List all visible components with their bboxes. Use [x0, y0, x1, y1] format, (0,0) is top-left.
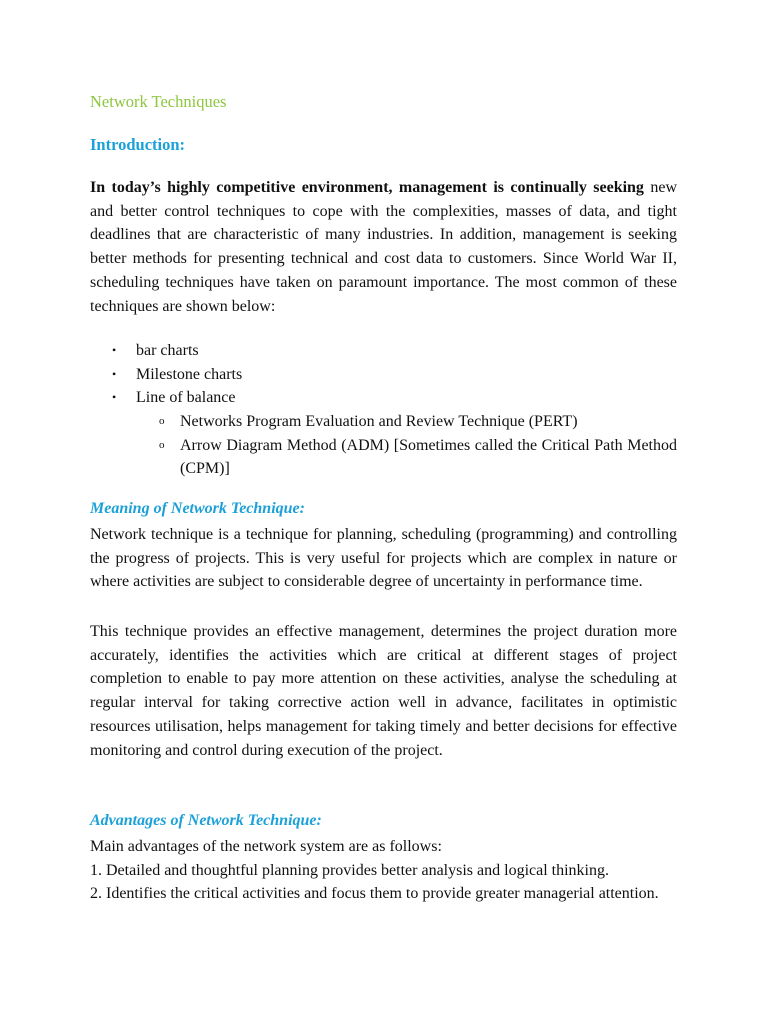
network-sub-list: [90, 410, 677, 481]
circle-bullet-icon: o: [159, 415, 165, 427]
list-item: [90, 386, 677, 410]
technique-list: [90, 339, 677, 410]
sub-list-item: [90, 410, 677, 434]
meaning-paragraph-2: This technique provides an effective management, determines the project duration more accurately, identifies the activities which are critical at different stages of project completion to enable to pay more attention on these activities, analyse the scheduling at regular interval for taking corrective action well in advance, facilitates in optimistic resources utilisation, helps management for taking timely and better decisions for effective monitoring and control during execution of the project.: [90, 623, 677, 759]
introduction-body: new and better control techniques to cope with the complexities, masses of data, and tight deadlines that are characteristic of many industries. In addition, management is seeking better methods for presenting technical and cost data to customers. Since World War II, scheduling techniques have taken on paramount importance. The most common of these techniques are shown below:: [90, 179, 677, 315]
circle-bullet-icon: o: [159, 438, 165, 451]
list-item: [90, 339, 677, 363]
sub-list-item-text: Networks Program Evaluation and Review Technique (PERT): [180, 413, 578, 430]
meaning-paragraph-1: Network technique is a technique for planning, scheduling (programming) and controlling the progress of projects. This is very useful for projects which are complex in nature or where activities are subject to considerable degree of uncertainty in performance time.: [90, 526, 677, 591]
bullet-icon: •: [112, 390, 117, 405]
advantages-heading: Advantages of Network Technique:: [90, 812, 322, 829]
sub-list-item-text: Arrow Diagram Method (ADM) [Sometimes called the Critical Path Method (CPM)]: [180, 436, 677, 478]
sub-list-item: [90, 434, 677, 481]
meaning-heading: Meaning of Network Technique:: [90, 500, 305, 517]
advantage-item: 2. Identifies the critical activities and focus them to provide greater managerial attention.: [90, 885, 659, 903]
introduction-heading: Introduction:: [90, 135, 186, 154]
introduction-paragraph: [90, 176, 677, 318]
list-item: [90, 363, 677, 387]
list-item-text: Line of balance: [136, 389, 236, 407]
advantages-intro: Main advantages of the network system are as follows:: [90, 838, 442, 855]
bullet-icon: •: [112, 343, 117, 357]
list-item-text: Milestone charts: [136, 365, 243, 383]
document-title: Network Techniques: [90, 92, 227, 111]
bullet-icon: •: [112, 366, 117, 381]
advantages-section: [90, 835, 677, 906]
list-item-text: bar charts: [136, 342, 199, 359]
introduction-lead: In today’s highly competitive environment, management is continually seeking: [90, 179, 644, 196]
advantage-item: 1. Detailed and thoughtful planning provides better analysis and logical thinking.: [90, 861, 609, 879]
